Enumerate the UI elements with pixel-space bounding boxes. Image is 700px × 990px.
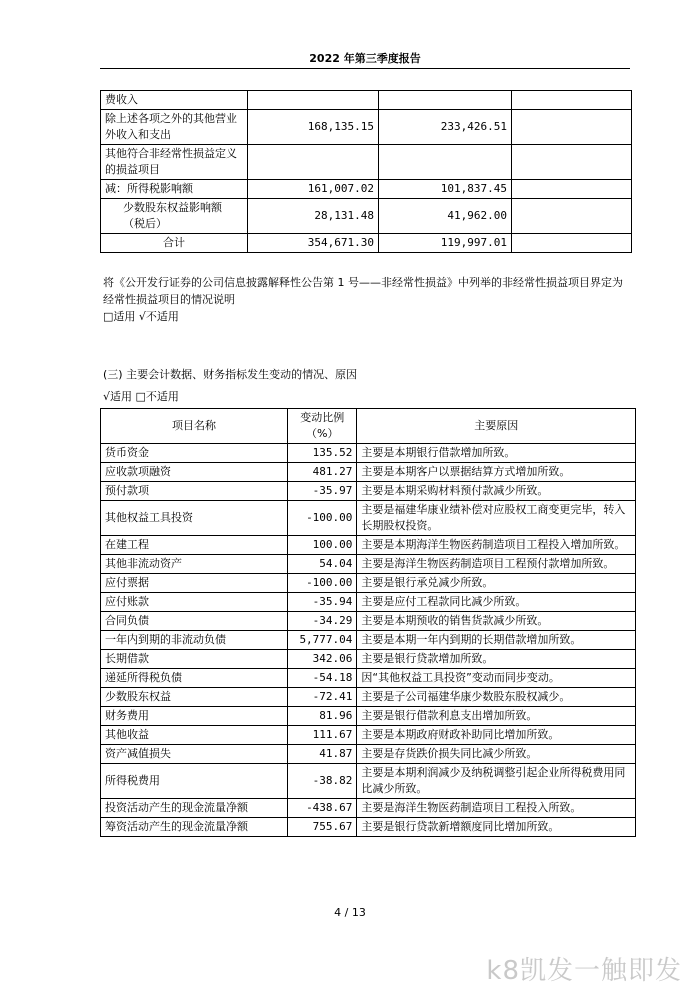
table-row (101, 631, 636, 650)
cell-col3 (512, 180, 632, 199)
cell-col3 (512, 145, 632, 180)
cell-ratio: -35.97 (288, 482, 357, 501)
cell-item: 少数股东权益 (101, 688, 288, 707)
table-row (101, 764, 636, 799)
cell-reason: 主要是银行贷款新增额度同比增加所致。 (357, 818, 636, 837)
cell-reason: 主要是本期采购材料预付款减少所致。 (357, 482, 636, 501)
table-row (101, 574, 636, 593)
page-header-title: 2022 年第三季度报告 (100, 50, 630, 69)
cell-col2: 41,962.00 (379, 199, 512, 234)
cell-label: 少数股东权益影响额（税后） (101, 199, 248, 234)
table-row (101, 199, 632, 234)
table-row (101, 110, 632, 145)
cell-col1: 28,131.48 (248, 199, 379, 234)
cell-reason: 主要是存货跌价损失同比减少所致。 (357, 745, 636, 764)
cell-ratio: 41.87 (288, 745, 357, 764)
cell-ratio: 100.00 (288, 536, 357, 555)
cell-reason: 主要是本期一年内到期的长期借款增加所致。 (357, 631, 636, 650)
cell-ratio: -72.41 (288, 688, 357, 707)
cell-item: 财务费用 (101, 707, 288, 726)
table-row (101, 444, 636, 463)
cell-ratio: -100.00 (288, 501, 357, 536)
cell-reason: 主要是本期客户以票据结算方式增加所致。 (357, 463, 636, 482)
cell-reason: 主要是应付工程款同比减少所致。 (357, 593, 636, 612)
note-text: 将《公开发行证券的公司信息披露解释性公告第 1 号——非经常性损益》中列举的非经常性损益项目界定为经常性损益项目的情况说明 (103, 276, 623, 306)
cell-item: 应付票据 (101, 574, 288, 593)
table-row (101, 707, 636, 726)
cell-ratio: -34.29 (288, 612, 357, 631)
cell-item: 其他收益 (101, 726, 288, 745)
note-option: □适用 √不适用 (103, 310, 179, 323)
cell-col3 (512, 110, 632, 145)
note-paragraph (103, 274, 633, 325)
cell-reason: 主要是本期海洋生物医药制造项目工程投入增加所致。 (357, 536, 636, 555)
cell-ratio: -38.82 (288, 764, 357, 799)
cell-reason: 主要是银行贷款增加所致。 (357, 650, 636, 669)
cell-reason: 主要是银行承兑减少所致。 (357, 574, 636, 593)
cell-reason: 主要是本期银行借款增加所致。 (357, 444, 636, 463)
header-item: 项目名称 (101, 409, 288, 444)
cell-reason: 主要是本期政府财政补助同比增加所致。 (357, 726, 636, 745)
cell-ratio: -54.18 (288, 669, 357, 688)
table-row (101, 91, 632, 110)
changes-table (100, 408, 636, 837)
cell-reason: 主要是海洋生物医药制造项目工程预付款增加所致。 (357, 555, 636, 574)
cell-col3 (512, 199, 632, 234)
cell-item: 预付款项 (101, 482, 288, 501)
cell-item: 应付账款 (101, 593, 288, 612)
cell-ratio: 54.04 (288, 555, 357, 574)
cell-ratio: -438.67 (288, 799, 357, 818)
cell-col1: 168,135.15 (248, 110, 379, 145)
cell-col1: 354,671.30 (248, 234, 379, 253)
table-row (101, 234, 632, 253)
cell-reason: 主要是本期利润减少及纳税调整引起企业所得税费用同比减少所致。 (357, 764, 636, 799)
cell-col2: 119,997.01 (379, 234, 512, 253)
table-row (101, 818, 636, 837)
cell-item: 筹资活动产生的现金流量净额 (101, 818, 288, 837)
section-3-option: √适用 □不适用 (103, 390, 179, 403)
cell-reason: 主要是福建华康业绩补偿对应股权工商变更完毕，转入长期股权投资。 (357, 501, 636, 536)
cell-label: 费收入 (101, 91, 248, 110)
table-header-row (101, 409, 636, 444)
cell-reason: 主要是本期预收的销售货款减少所致。 (357, 612, 636, 631)
cell-reason: 主要是银行借款利息支出增加所致。 (357, 707, 636, 726)
cell-item: 所得税费用 (101, 764, 288, 799)
cell-col1 (248, 145, 379, 180)
cell-item: 其他非流动资产 (101, 555, 288, 574)
cell-label: 其他符合非经常性损益定义的损益项目 (101, 145, 248, 180)
cell-item: 应收款项融资 (101, 463, 288, 482)
cell-label: 除上述各项之外的其他营业外收入和支出 (101, 110, 248, 145)
cell-col2: 233,426.51 (379, 110, 512, 145)
table-row (101, 463, 636, 482)
cell-ratio: 135.52 (288, 444, 357, 463)
table-row (101, 669, 636, 688)
cell-item: 投资活动产生的现金流量净额 (101, 799, 288, 818)
cell-item: 长期借款 (101, 650, 288, 669)
section-3 (103, 366, 633, 405)
non-recurring-items-table (100, 90, 632, 253)
cell-col1 (248, 91, 379, 110)
cell-ratio: -100.00 (288, 574, 357, 593)
table-row (101, 536, 636, 555)
cell-label: 减：所得税影响额 (101, 180, 248, 199)
cell-ratio: 342.06 (288, 650, 357, 669)
cell-col1: 161,007.02 (248, 180, 379, 199)
header-reason: 主要原因 (357, 409, 636, 444)
cell-col3 (512, 91, 632, 110)
cell-item: 其他权益工具投资 (101, 501, 288, 536)
cell-item: 货币资金 (101, 444, 288, 463)
cell-col2: 101,837.45 (379, 180, 512, 199)
table-row (101, 180, 632, 199)
cell-reason: 主要是子公司福建华康少数股东股权减少。 (357, 688, 636, 707)
table-row (101, 799, 636, 818)
table-row (101, 555, 636, 574)
table-row (101, 650, 636, 669)
cell-reason: 主要是海洋生物医药制造项目工程投入所致。 (357, 799, 636, 818)
header-ratio: 变动比例（%） (288, 409, 357, 444)
cell-item: 在建工程 (101, 536, 288, 555)
watermark: k8凯发一触即发 (486, 956, 682, 986)
cell-reason: 因“其他权益工具投资”变动而同步变动。 (357, 669, 636, 688)
cell-item: 递延所得税负债 (101, 669, 288, 688)
cell-label: 合计 (101, 234, 248, 253)
cell-ratio: 81.96 (288, 707, 357, 726)
section-3-title: (三) 主要会计数据、财务指标发生变动的情况、原因 (103, 368, 358, 381)
cell-ratio: 5,777.04 (288, 631, 357, 650)
cell-item: 资产减值损失 (101, 745, 288, 764)
table-row (101, 688, 636, 707)
table-row (101, 482, 636, 501)
table-row (101, 593, 636, 612)
cell-item: 合同负债 (101, 612, 288, 631)
cell-ratio: 481.27 (288, 463, 357, 482)
cell-item: 一年内到期的非流动负债 (101, 631, 288, 650)
table-row (101, 145, 632, 180)
cell-ratio: 755.67 (288, 818, 357, 837)
page-number: 4 / 13 (334, 906, 366, 919)
table-row (101, 745, 636, 764)
table-row (101, 726, 636, 745)
cell-ratio: -35.94 (288, 593, 357, 612)
table-row (101, 612, 636, 631)
cell-col2 (379, 91, 512, 110)
cell-col3 (512, 234, 632, 253)
cell-col2 (379, 145, 512, 180)
table-row (101, 501, 636, 536)
cell-ratio: 111.67 (288, 726, 357, 745)
